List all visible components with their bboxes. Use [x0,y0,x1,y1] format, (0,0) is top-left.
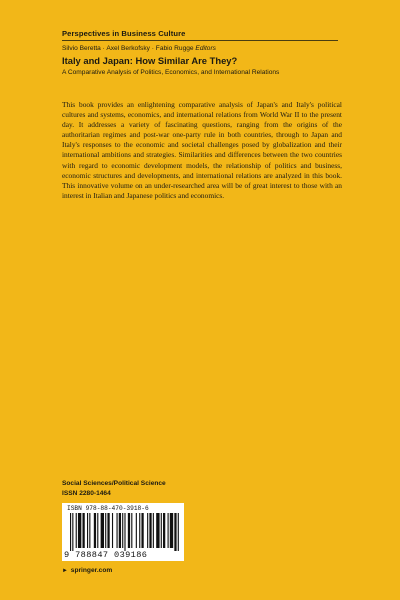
editor-names: Silvio Beretta · Axel Berkofsky · Fabio Rugge [62,45,194,52]
book-title: Italy and Japan: How Similar Are They? [62,55,238,66]
book-subtitle: A Comparative Analysis of Politics, Economics, and International Relations [62,69,280,76]
editors-role: Editors [195,45,216,52]
editors-line [62,45,216,52]
website-label: springer.com [70,567,113,574]
barcode-panel [62,503,184,561]
issn-number: ISSN 2280-1464 [62,490,111,497]
arrow-icon: ► [62,568,68,574]
isbn-label: ISBN 978-88-470-3918-6 [67,505,149,512]
subject-category: Social Sciences/Political Science [62,480,166,487]
book-description: This book provides an enlightening comparative analysis of Japan's and Italy's political cultures and systems, economics, and international relations from World War II to the present day. It addresses a variety of fascinating questions, ranging from the origins of the authoritarian regimes and post-war one-party rule in both countries, through to Japan and Italy's responses to the economic and societal challenges posed by globalization and their international ambitions and strategies. Similarities and differences between the two countries with regard to economic development models, the relationship of politics and business, economic structures and developments, and international relations are analyzed in this book. This innovative volume on an under-researched area will be of great interest to those with an interest in Italian and Japanese politics and economics. [62,100,342,200]
publisher-website [62,567,112,574]
divider-rule [62,40,338,41]
barcode-icon [70,513,180,551]
barcode-digits: 9 788847 039186 [64,550,148,560]
series-title: Perspectives in Business Culture [62,29,186,38]
